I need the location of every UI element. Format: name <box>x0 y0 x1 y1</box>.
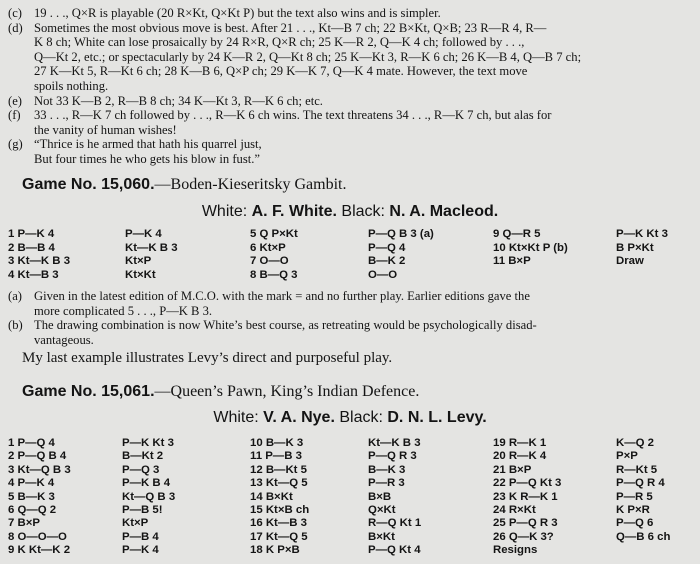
black-move: B×B <box>368 490 392 503</box>
white-move: 20 R—K 4 <box>493 450 547 463</box>
black-move: R—Q Kt 1 <box>368 517 422 530</box>
black-move: Kt×Kt <box>125 268 156 281</box>
move-row <box>0 477 700 491</box>
white-move: 8 O—O—O <box>8 530 67 543</box>
black-move: P—Q 4 <box>368 241 406 254</box>
move-row <box>0 531 700 545</box>
note-text: 19 . . ., Q×R is playable (20 R×Kt, Q×Kt P) but the text also wins and is simpler. <box>34 6 441 20</box>
black-move: P×P <box>616 450 638 463</box>
white-move: 7 B×P <box>8 517 40 530</box>
note-text: K 8 ch; White can lose prosaically by 24 R×R, Q×R ch; 25 K—R 2, Q—K 4 ch; followed by . . ., <box>34 35 525 50</box>
white-move: 14 B×Kt <box>250 490 293 503</box>
white-move: 2 P—Q B 4 <box>8 450 67 463</box>
note-label: (d) <box>8 20 23 35</box>
white-move: 8 B—Q 3 <box>250 268 298 281</box>
move-row <box>0 242 700 256</box>
note-label: (f) <box>8 108 21 123</box>
white-move: 3 Kt—K B 3 <box>8 255 71 268</box>
note-text: more complicated 5 . . ., P—K B 3. <box>34 303 213 318</box>
black-move: Draw <box>616 255 644 268</box>
note-text: the vanity of human wishes! <box>34 122 177 137</box>
move-row <box>0 228 700 242</box>
white-move: 11 P—B 3 <box>250 450 302 463</box>
move-row <box>0 269 700 283</box>
white-move: 23 K R—K 1 <box>493 490 558 503</box>
note-text: Q—Kt 2, etc.; or spectacularly by 24 K—R 2, Q—Kt 8 ch; 25 K—Kt 3, R—K 6 ch; 26 K—B 4, Q—B 7 ch; <box>34 49 582 64</box>
white-move: 4 P—K 4 <box>8 477 55 490</box>
white-move: 6 Q—Q 2 <box>8 504 57 516</box>
white-move: 4 Kt—B 3 <box>8 268 59 281</box>
black-move: P—Q 3 <box>122 463 160 476</box>
white-move: 9 K Kt—K 2 <box>8 544 71 557</box>
black-move: P—Q Kt 4 <box>368 544 421 557</box>
white-move: 22 P—Q Kt 3 <box>493 477 562 490</box>
white-move: 3 Kt—Q B 3 <box>8 463 71 476</box>
note-label: (a) <box>8 289 22 303</box>
game-number: Game No. 15,060. <box>22 176 155 193</box>
white-move: 5 Q P×Kt <box>250 228 298 240</box>
black-move: B×Kt <box>368 530 395 543</box>
note-text: “Thrice is he armed that hath his quarrel just, <box>34 137 262 152</box>
white-player: V. A. Nye. <box>263 409 335 426</box>
move-row <box>0 491 700 505</box>
black-move: B—K 3 <box>368 463 406 476</box>
note-item <box>0 94 696 109</box>
move-row <box>0 437 700 451</box>
note-item <box>0 21 696 94</box>
black-move: Kt—K B 3 <box>368 437 421 449</box>
black-move: P—R 3 <box>368 477 405 490</box>
move-row <box>0 255 700 269</box>
white-move: 18 K P×B <box>250 544 300 557</box>
note-text: Not 33 K—B 2, R—B 8 ch; 34 K—Kt 3, R—K 6 ch; etc. <box>34 93 323 108</box>
opening-name: —Boden-Kieseritsky Gambit. <box>154 176 347 193</box>
black-move: P—Q 6 <box>616 517 654 530</box>
note-text: 33 . . ., R—K 7 ch followed by . . ., R—K 6 ch wins. The text threatens 34 . . ., R—K 7 ch, but alas for <box>34 108 552 123</box>
note-text: spoils nothing. <box>34 78 109 93</box>
black-move: P—K 4 <box>125 228 162 240</box>
white-label: White: <box>201 203 248 220</box>
game-notes <box>0 289 696 347</box>
players-line <box>0 203 700 221</box>
note-label: (b) <box>8 318 23 333</box>
black-move: P—B 4 <box>122 530 159 543</box>
black-move: P—K Kt 3 <box>616 228 668 240</box>
note-label: (e) <box>8 93 22 108</box>
black-move: P—Q B 3 (a) <box>368 228 434 240</box>
black-move: P—K 4 <box>122 544 159 557</box>
white-move: 1 P—K 4 <box>8 228 55 240</box>
black-move: Q—B 6 ch <box>616 530 671 543</box>
black-move: B—Kt 2 <box>122 450 164 463</box>
white-move: 7 O—O <box>250 255 289 268</box>
black-move: B—K 2 <box>368 255 406 268</box>
prose-paragraph: My last example illustrates Levy’s direct and purposeful play. <box>22 350 393 366</box>
black-move: B P×Kt <box>616 241 654 254</box>
black-move: O—O <box>368 268 398 281</box>
black-label: Black: <box>339 409 383 426</box>
note-text: But four times he who gets his blow in fust.” <box>34 151 260 166</box>
white-move: 24 R×Kt <box>493 504 536 516</box>
white-move: 9 Q—R 5 <box>493 228 541 240</box>
annotation-notes <box>0 6 696 167</box>
white-move: 10 B—K 3 <box>250 437 304 449</box>
game-heading <box>22 176 346 194</box>
black-player: D. N. L. Levy. <box>387 409 487 426</box>
white-move: 15 Kt×B ch <box>250 504 310 516</box>
white-move: 21 B×P <box>493 463 532 476</box>
move-row <box>0 450 700 464</box>
black-move: K—Q 2 <box>616 437 654 449</box>
note-item <box>0 137 696 166</box>
note-item <box>0 108 696 137</box>
white-move: Resigns <box>493 544 538 557</box>
move-row <box>0 517 700 531</box>
note-item <box>0 6 696 21</box>
black-move: K P×R <box>616 504 650 516</box>
note-item <box>0 318 696 347</box>
black-move: Kt—Q B 3 <box>122 490 176 503</box>
white-label: White: <box>213 409 259 426</box>
note-item <box>0 289 696 318</box>
black-move: Q×Kt <box>368 504 396 516</box>
black-move: P—R 5 <box>616 490 653 503</box>
white-move: 5 B—K 3 <box>8 490 55 503</box>
move-row <box>0 544 700 558</box>
black-move: P—K Kt 3 <box>122 437 174 449</box>
black-move: R—Kt 5 <box>616 463 658 476</box>
white-move: 12 B—Kt 5 <box>250 463 307 476</box>
note-text: vantageous. <box>34 332 94 347</box>
note-text: Sometimes the most obvious move is best. After 21 . . ., Kt—B 7 ch; 22 B×Kt, Q×B; 23 R—R 4, R— <box>34 20 547 35</box>
white-move: 11 B×P <box>493 255 531 268</box>
note-label: (g) <box>8 137 23 152</box>
black-move: Kt×P <box>125 255 152 268</box>
move-row <box>0 504 700 518</box>
white-move: 19 R—K 1 <box>493 437 547 449</box>
white-move: 25 P—Q R 3 <box>493 517 558 530</box>
black-player: N. A. Macleod. <box>389 203 499 220</box>
opening-name: —Queen’s Pawn, King’s Indian Defence. <box>154 383 420 400</box>
players-line <box>0 409 700 427</box>
black-move: P—B 5! <box>122 504 163 516</box>
white-player: A. F. White. <box>251 203 337 220</box>
black-move: Kt×P <box>122 517 149 530</box>
white-move: 6 Kt×P <box>250 241 286 254</box>
white-move: 16 Kt—B 3 <box>250 517 307 530</box>
black-move: Kt—K B 3 <box>125 241 178 254</box>
white-move: 13 Kt—Q 5 <box>250 477 308 490</box>
white-move: 17 Kt—Q 5 <box>250 530 308 543</box>
black-move: P—K B 4 <box>122 477 171 490</box>
black-label: Black: <box>341 203 385 220</box>
black-move: P—Q R 4 <box>616 477 665 490</box>
note-text: 27 K—Kt 5, R—Kt 6 ch; 28 K—B 6, Q×P ch; 29 K—K 7, Q—K 4 mate. However, the text move <box>34 64 528 79</box>
game-number: Game No. 15,061. <box>22 383 155 400</box>
note-text: The drawing combination is now White’s best course, as retreating would be psychologically disad- <box>34 318 537 333</box>
black-move: P—Q R 3 <box>368 450 417 463</box>
white-move: 2 B—B 4 <box>8 241 55 254</box>
note-text: Given in the latest edition of M.C.O. with the mark = and no further play. Earlier editions gave the <box>34 289 530 303</box>
note-label: (c) <box>8 6 22 20</box>
white-move: 1 P—Q 4 <box>8 437 55 449</box>
game-heading <box>22 383 419 401</box>
white-move: 10 Kt×Kt P (b) <box>493 241 568 254</box>
white-move: 26 Q—K 3? <box>493 530 554 543</box>
move-row <box>0 464 700 478</box>
